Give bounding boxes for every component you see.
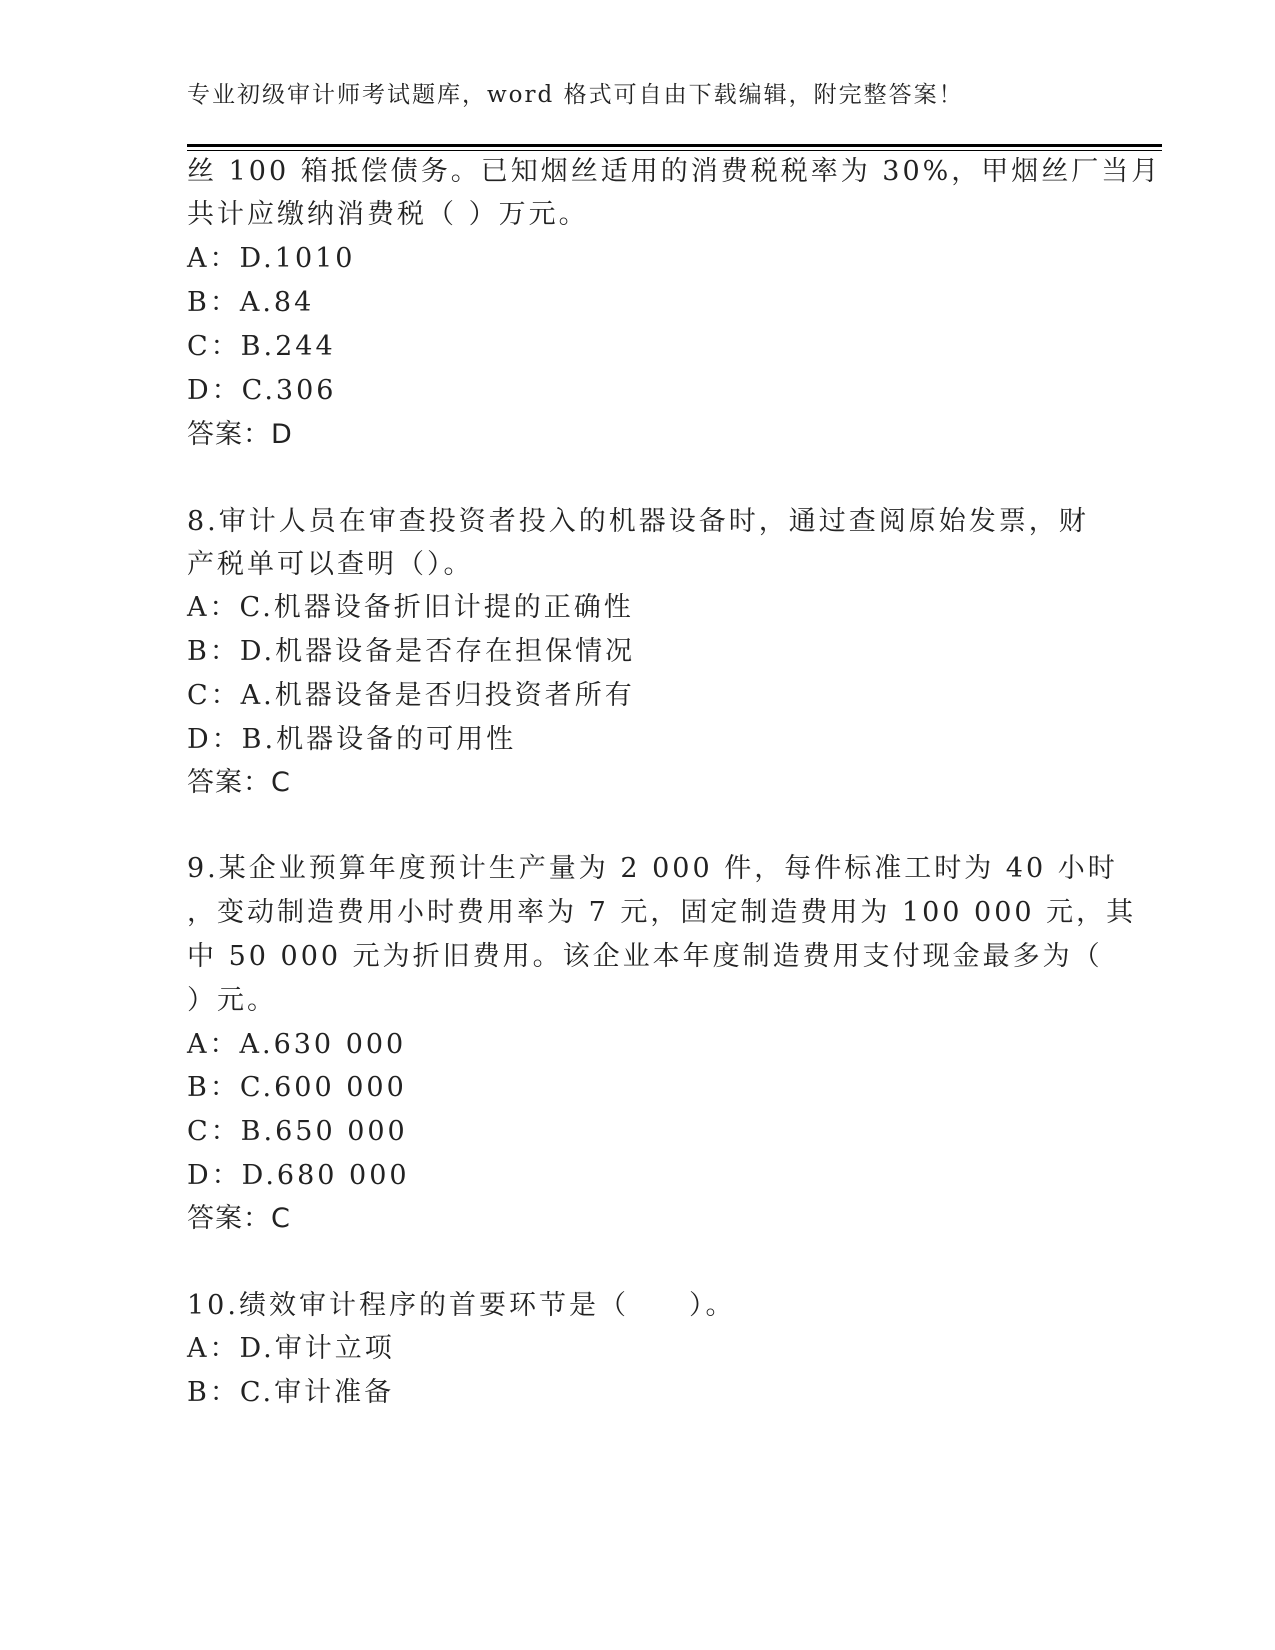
q10-option-b: B：C.审计准备 [187,1377,395,1408]
q7-stem-line-2: 共计应缴纳消费税（ ）万元。 [187,199,589,230]
page-header: 专业初级审计师考试题库，word 格式可自由下载编辑，附完整答案！ [187,82,964,108]
q10-option-a: A：D.审计立项 [187,1333,395,1364]
q9-stem-line-2: ，变动制造费用小时费用率为 7 元，固定制造费用为 100 000 元，其 [187,897,1137,928]
q7-option-b: B：A.84 [187,287,315,318]
q8-option-b: B：D.机器设备是否存在担保情况 [187,636,636,667]
q10-stem-line-1: 10.绩效审计程序的首要环节是（ ）。 [187,1290,736,1321]
q9-answer: 答案：C [187,1203,291,1234]
q8-stem-line-2: 产税单可以查明（）。 [187,549,474,580]
q8-option-c: C：A.机器设备是否归投资者所有 [187,680,635,711]
q9-option-b: B：C.600 000 [187,1072,407,1103]
q9-option-d: D：D.680 000 [187,1160,410,1191]
q7-answer: 答案：D [187,419,293,450]
header-rule-thin [187,150,1162,151]
q7-stem-line-1: 丝 100 箱抵偿债务。已知烟丝适用的消费税税率为 30%，甲烟丝厂当月 [187,156,1162,187]
q8-answer: 答案：C [187,767,291,798]
q7-option-c: C：B.244 [187,331,336,362]
q9-stem-line-4: ）元。 [187,985,277,1016]
header-rule-thick [187,144,1162,147]
q9-stem-line-1: 9.某企业预算年度预计生产量为 2 000 件，每件标准工时为 40 小时 [187,853,1118,884]
q7-option-d: D：C.306 [187,375,337,406]
q8-option-a: A：C.机器设备折旧计提的正确性 [187,592,634,623]
q9-option-c: C：B.650 000 [187,1116,408,1147]
q9-option-a: A：A.630 000 [187,1029,407,1060]
q9-stem-line-3: 中 50 000 元为折旧费用。该企业本年度制造费用支付现金最多为（ [187,941,1103,972]
q7-option-a: A：D.1010 [187,243,356,274]
q8-stem-line-1: 8.审计人员在审查投资者投入的机器设备时，通过查阅原始发票，财 [187,506,1089,537]
q8-option-d: D：B.机器设备的可用性 [187,724,517,755]
